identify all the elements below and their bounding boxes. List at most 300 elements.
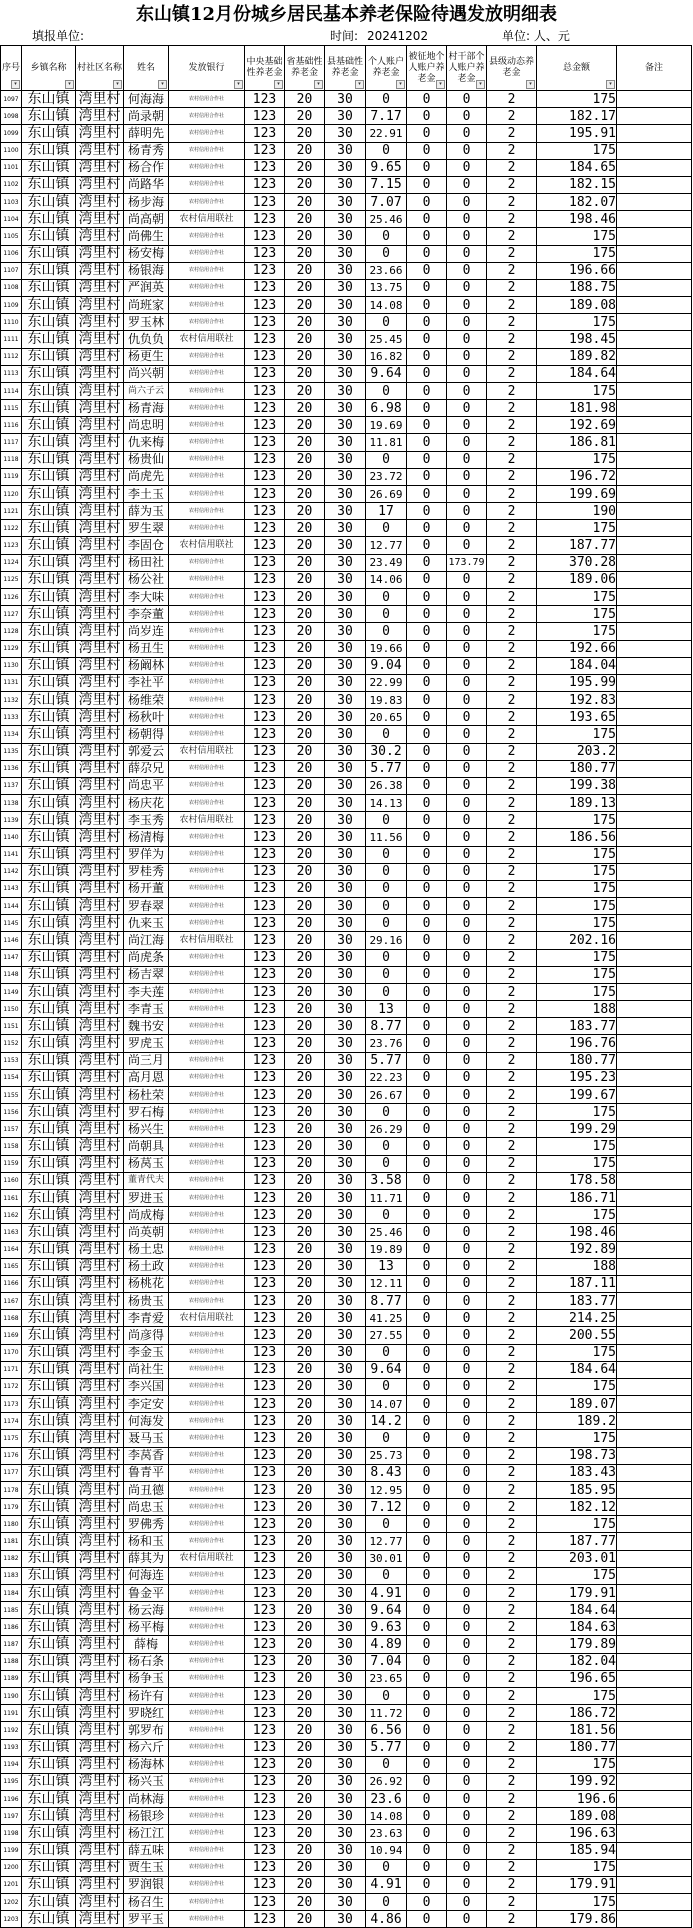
- filter-dropdown-icon[interactable]: ▾: [65, 80, 74, 89]
- row-cadre-pension: 0: [447, 1293, 487, 1310]
- row-village: 湾里村: [76, 1911, 124, 1928]
- row-town: 东山镇: [22, 674, 76, 691]
- header-label: 省基础性养老金: [286, 57, 323, 78]
- row-central-pension: 123: [245, 382, 285, 399]
- row-personal-pension: 5.77: [366, 1739, 407, 1756]
- row-county-pension: 30: [325, 1773, 366, 1790]
- row-bank: 农村信用合作社: [169, 657, 245, 674]
- row-dynamic-pension: 2: [487, 468, 537, 485]
- row-village: 湾里村: [76, 1293, 124, 1310]
- row-dynamic-pension: 2: [487, 1722, 537, 1739]
- row-central-pension: 123: [245, 863, 285, 880]
- filter-dropdown-icon[interactable]: ▾: [476, 80, 485, 89]
- row-name: 仇来玉: [124, 915, 169, 932]
- row-central-pension: 123: [245, 812, 285, 829]
- row-village: 湾里村: [76, 1464, 124, 1481]
- row-total: 175: [537, 1516, 617, 1533]
- row-bank: 农村信用合作社: [169, 1052, 245, 1069]
- row-total: 189.07: [537, 1396, 617, 1413]
- row-village: 湾里村: [76, 1241, 124, 1258]
- row-seq: 1192: [1, 1722, 22, 1739]
- row-county-pension: 30: [325, 915, 366, 932]
- row-seq: 1169: [1, 1327, 22, 1344]
- row-landloss-pension: 0: [407, 1722, 447, 1739]
- row-personal-pension: 0: [366, 1138, 407, 1155]
- row-landloss-pension: 0: [407, 537, 447, 554]
- row-name: 仇负负: [124, 331, 169, 348]
- row-cadre-pension: 173.79: [447, 554, 487, 571]
- row-village: 湾里村: [76, 1138, 124, 1155]
- row-county-pension: 30: [325, 1361, 366, 1378]
- row-county-pension: 30: [325, 1670, 366, 1687]
- row-landloss-pension: 0: [407, 348, 447, 365]
- row-dynamic-pension: 2: [487, 692, 537, 709]
- row-province-pension: 20: [285, 1155, 325, 1172]
- row-province-pension: 20: [285, 1258, 325, 1275]
- row-county-pension: 30: [325, 211, 366, 228]
- row-bank: 农村信用合作社: [169, 640, 245, 657]
- row-province-pension: 20: [285, 331, 325, 348]
- row-remark: [617, 537, 692, 554]
- row-bank: 农村信用合作社: [169, 554, 245, 571]
- row-town: 东山镇: [22, 417, 76, 434]
- row-province-pension: 20: [285, 588, 325, 605]
- row-bank: 农村信用合作社: [169, 1516, 245, 1533]
- row-seq: 1150: [1, 1001, 22, 1018]
- row-total: 184.64: [537, 1361, 617, 1378]
- row-province-pension: 20: [285, 554, 325, 571]
- row-dynamic-pension: 2: [487, 709, 537, 726]
- row-seq: 1174: [1, 1413, 22, 1430]
- row-town: 东山镇: [22, 1121, 76, 1138]
- row-cadre-pension: 0: [447, 1859, 487, 1876]
- row-dynamic-pension: 2: [487, 348, 537, 365]
- row-province-pension: 20: [285, 1825, 325, 1842]
- row-seq: 1203: [1, 1911, 22, 1928]
- row-personal-pension: 7.07: [366, 194, 407, 211]
- row-dynamic-pension: 2: [487, 194, 537, 211]
- row-bank: 农村信用联社: [169, 932, 245, 949]
- row-province-pension: 20: [285, 1670, 325, 1687]
- row-central-pension: 123: [245, 1687, 285, 1704]
- row-county-pension: 30: [325, 554, 366, 571]
- row-personal-pension: 0: [366, 726, 407, 743]
- row-landloss-pension: 0: [407, 1396, 447, 1413]
- row-total: 175: [537, 1207, 617, 1224]
- row-bank: 农村信用合作社: [169, 1035, 245, 1052]
- row-remark: [617, 417, 692, 434]
- row-landloss-pension: 0: [407, 159, 447, 176]
- page-title: 东山镇12月份城乡居民基本养老保险待遇发放明细表: [135, 4, 558, 25]
- row-name: 尚社生: [124, 1361, 169, 1378]
- row-county-pension: 30: [325, 382, 366, 399]
- row-total: 175: [537, 726, 617, 743]
- row-county-pension: 30: [325, 1584, 366, 1601]
- row-personal-pension: 22.91: [366, 125, 407, 142]
- row-province-pension: 20: [285, 760, 325, 777]
- row-village: 湾里村: [76, 623, 124, 640]
- table-row: [1, 194, 692, 211]
- row-county-pension: 30: [325, 1430, 366, 1447]
- row-cadre-pension: 0: [447, 606, 487, 623]
- row-bank: 农村信用合作社: [169, 245, 245, 262]
- row-dynamic-pension: 2: [487, 1602, 537, 1619]
- row-county-pension: 30: [325, 485, 366, 502]
- row-personal-pension: 0: [366, 1859, 407, 1876]
- col-name-header: [124, 46, 169, 91]
- row-town: 东山镇: [22, 503, 76, 520]
- row-cadre-pension: 0: [447, 915, 487, 932]
- row-total: 179.91: [537, 1584, 617, 1601]
- row-remark: [617, 932, 692, 949]
- row-landloss-pension: 0: [407, 829, 447, 846]
- row-seq: 1134: [1, 726, 22, 743]
- row-province-pension: 20: [285, 606, 325, 623]
- filter-dropdown-icon[interactable]: ▾: [113, 80, 122, 89]
- row-province-pension: 20: [285, 1378, 325, 1395]
- row-central-pension: 123: [245, 1413, 285, 1430]
- row-central-pension: 123: [245, 657, 285, 674]
- row-remark: [617, 1705, 692, 1722]
- row-name: 薛梅: [124, 1636, 169, 1653]
- filter-dropdown-icon[interactable]: ▾: [526, 80, 535, 89]
- row-cadre-pension: 0: [447, 571, 487, 588]
- row-cadre-pension: 0: [447, 1550, 487, 1567]
- row-county-pension: 30: [325, 640, 366, 657]
- row-village: 湾里村: [76, 1825, 124, 1842]
- row-village: 湾里村: [76, 1310, 124, 1327]
- row-bank: 农村信用合作社: [169, 1275, 245, 1292]
- col-personal-header: [366, 46, 407, 91]
- row-seq: 1128: [1, 623, 22, 640]
- row-bank: 农村信用合作社: [169, 1602, 245, 1619]
- row-seq: 1097: [1, 91, 22, 108]
- row-province-pension: 20: [285, 537, 325, 554]
- row-total: 196.6: [537, 1791, 617, 1808]
- row-village: 湾里村: [76, 503, 124, 520]
- row-personal-pension: 5.77: [366, 1052, 407, 1069]
- row-name: 罗润银: [124, 1876, 169, 1893]
- row-town: 东山镇: [22, 777, 76, 794]
- row-village: 湾里村: [76, 245, 124, 262]
- filter-dropdown-icon[interactable]: ▾: [606, 80, 615, 89]
- row-seq: 1156: [1, 1104, 22, 1121]
- row-dynamic-pension: 2: [487, 228, 537, 245]
- row-dynamic-pension: 2: [487, 1396, 537, 1413]
- row-dynamic-pension: 2: [487, 1791, 537, 1808]
- row-county-pension: 30: [325, 228, 366, 245]
- table-row: [1, 159, 692, 176]
- row-county-pension: 30: [325, 262, 366, 279]
- row-county-pension: 30: [325, 1172, 366, 1189]
- row-town: 东山镇: [22, 554, 76, 571]
- row-seq: 1131: [1, 674, 22, 691]
- row-county-pension: 30: [325, 1859, 366, 1876]
- row-name: 何海海: [124, 91, 169, 108]
- row-dynamic-pension: 2: [487, 743, 537, 760]
- row-bank: 农村信用合作社: [169, 588, 245, 605]
- row-province-pension: 20: [285, 1464, 325, 1481]
- table-row: [1, 485, 692, 502]
- row-village: 湾里村: [76, 125, 124, 142]
- row-county-pension: 30: [325, 795, 366, 812]
- row-town: 东山镇: [22, 1619, 76, 1636]
- header-label: 中央基础性养老金: [246, 57, 283, 78]
- row-remark: [617, 468, 692, 485]
- row-county-pension: 30: [325, 245, 366, 262]
- row-landloss-pension: 0: [407, 1293, 447, 1310]
- row-seq: 1115: [1, 400, 22, 417]
- row-central-pension: 123: [245, 1396, 285, 1413]
- row-dynamic-pension: 2: [487, 1550, 537, 1567]
- row-central-pension: 123: [245, 451, 285, 468]
- row-personal-pension: 13.75: [366, 279, 407, 296]
- row-bank: 农村信用合作社: [169, 1705, 245, 1722]
- row-personal-pension: 9.64: [366, 365, 407, 382]
- row-county-pension: 30: [325, 1018, 366, 1035]
- row-county-pension: 30: [325, 1567, 366, 1584]
- row-central-pension: 123: [245, 434, 285, 451]
- filter-dropdown-icon[interactable]: ▾: [158, 80, 167, 89]
- row-landloss-pension: 0: [407, 108, 447, 125]
- row-bank: 农村信用合作社: [169, 125, 245, 142]
- row-landloss-pension: 0: [407, 451, 447, 468]
- row-county-pension: 30: [325, 1653, 366, 1670]
- row-town: 东山镇: [22, 520, 76, 537]
- col-remark-header: [617, 46, 692, 91]
- row-remark: [617, 640, 692, 657]
- row-bank: 农村信用合作社: [169, 1327, 245, 1344]
- row-village: 湾里村: [76, 279, 124, 296]
- unit-label: 单位: 人、元: [502, 29, 570, 43]
- filter-dropdown-icon[interactable]: ▾: [396, 80, 405, 89]
- filter-dropdown-icon[interactable]: ▾: [234, 80, 243, 89]
- row-cadre-pension: 0: [447, 1361, 487, 1378]
- row-province-pension: 20: [285, 297, 325, 314]
- row-village: 湾里村: [76, 1086, 124, 1103]
- row-total: 192.83: [537, 692, 617, 709]
- table-row: [1, 1687, 692, 1704]
- row-dynamic-pension: 2: [487, 898, 537, 915]
- row-county-pension: 30: [325, 1224, 366, 1241]
- row-seq: 1117: [1, 434, 22, 451]
- row-total: 187.11: [537, 1275, 617, 1292]
- row-personal-pension: 0: [366, 588, 407, 605]
- filter-dropdown-icon[interactable]: ▾: [355, 80, 364, 89]
- row-county-pension: 30: [325, 863, 366, 880]
- table-row: [1, 1791, 692, 1808]
- row-seq: 1197: [1, 1808, 22, 1825]
- row-remark: [617, 1791, 692, 1808]
- row-central-pension: 123: [245, 1275, 285, 1292]
- row-county-pension: 30: [325, 588, 366, 605]
- row-bank: 农村信用合作社: [169, 1636, 245, 1653]
- row-town: 东山镇: [22, 1035, 76, 1052]
- row-dynamic-pension: 2: [487, 1138, 537, 1155]
- row-seq: 1177: [1, 1464, 22, 1481]
- row-town: 东山镇: [22, 949, 76, 966]
- row-central-pension: 123: [245, 1533, 285, 1550]
- row-bank: 农村信用合作社: [169, 1687, 245, 1704]
- row-dynamic-pension: 2: [487, 1361, 537, 1378]
- table-row: [1, 743, 692, 760]
- row-personal-pension: 14.08: [366, 1808, 407, 1825]
- row-name: 尚忠明: [124, 417, 169, 434]
- row-bank: 农村信用合作社: [169, 674, 245, 691]
- row-bank: 农村信用合作社: [169, 1018, 245, 1035]
- row-county-pension: 30: [325, 1756, 366, 1773]
- row-seq: 1167: [1, 1293, 22, 1310]
- row-county-pension: 30: [325, 1739, 366, 1756]
- row-name: 杨莴玉: [124, 1155, 169, 1172]
- row-county-pension: 30: [325, 1121, 366, 1138]
- row-personal-pension: 23.66: [366, 262, 407, 279]
- filter-dropdown-icon[interactable]: ▾: [274, 80, 283, 89]
- row-seq: 1144: [1, 898, 22, 915]
- row-central-pension: 123: [245, 1155, 285, 1172]
- row-name: 杨阚林: [124, 657, 169, 674]
- row-province-pension: 20: [285, 194, 325, 211]
- row-cadre-pension: 0: [447, 1344, 487, 1361]
- row-dynamic-pension: 2: [487, 1705, 537, 1722]
- row-village: 湾里村: [76, 1190, 124, 1207]
- row-bank: 农村信用合作社: [169, 949, 245, 966]
- row-name: 罗玉林: [124, 314, 169, 331]
- row-name: 尚忠平: [124, 777, 169, 794]
- row-province-pension: 20: [285, 348, 325, 365]
- row-cadre-pension: 0: [447, 623, 487, 640]
- row-name: 尚高朝: [124, 211, 169, 228]
- row-seq: 1130: [1, 657, 22, 674]
- row-central-pension: 123: [245, 1138, 285, 1155]
- header-label: 县基础性养老金: [326, 57, 363, 78]
- row-seq: 1108: [1, 279, 22, 296]
- row-personal-pension: 0: [366, 314, 407, 331]
- row-dynamic-pension: 2: [487, 1241, 537, 1258]
- row-seq: 1110: [1, 314, 22, 331]
- row-village: 湾里村: [76, 932, 124, 949]
- row-landloss-pension: 0: [407, 1550, 447, 1567]
- row-seq: 1153: [1, 1052, 22, 1069]
- row-village: 湾里村: [76, 571, 124, 588]
- row-total: 175: [537, 966, 617, 983]
- row-landloss-pension: 0: [407, 1224, 447, 1241]
- table-row: [1, 1739, 692, 1756]
- row-bank: 农村信用合作社: [169, 1447, 245, 1464]
- row-name: 李夫莲: [124, 983, 169, 1000]
- row-province-pension: 20: [285, 571, 325, 588]
- row-village: 湾里村: [76, 434, 124, 451]
- row-central-pension: 123: [245, 1293, 285, 1310]
- row-central-pension: 123: [245, 1258, 285, 1275]
- row-remark: [617, 588, 692, 605]
- row-bank: 农村信用合作社: [169, 400, 245, 417]
- col-landloss-header: [407, 46, 447, 91]
- row-personal-pension: 9.64: [366, 1602, 407, 1619]
- row-dynamic-pension: 2: [487, 279, 537, 296]
- table-row: [1, 1653, 692, 1670]
- row-central-pension: 123: [245, 537, 285, 554]
- row-cadre-pension: 0: [447, 1396, 487, 1413]
- row-village: 湾里村: [76, 1018, 124, 1035]
- table-row: [1, 863, 692, 880]
- row-county-pension: 30: [325, 1722, 366, 1739]
- filter-dropdown-icon[interactable]: ▾: [314, 80, 323, 89]
- row-total: 198.73: [537, 1447, 617, 1464]
- row-cadre-pension: 0: [447, 331, 487, 348]
- table-row: [1, 846, 692, 863]
- row-name: 高月恩: [124, 1069, 169, 1086]
- row-province-pension: 20: [285, 91, 325, 108]
- row-remark: [617, 1619, 692, 1636]
- row-province-pension: 20: [285, 1773, 325, 1790]
- row-village: 湾里村: [76, 348, 124, 365]
- row-personal-pension: 0: [366, 451, 407, 468]
- row-cadre-pension: 0: [447, 1808, 487, 1825]
- row-cadre-pension: 0: [447, 1190, 487, 1207]
- row-province-pension: 20: [285, 1138, 325, 1155]
- row-dynamic-pension: 2: [487, 159, 537, 176]
- row-landloss-pension: 0: [407, 1773, 447, 1790]
- row-cadre-pension: 0: [447, 262, 487, 279]
- row-seq: 1141: [1, 846, 22, 863]
- table-row: [1, 262, 692, 279]
- row-town: 东山镇: [22, 382, 76, 399]
- row-cadre-pension: 0: [447, 1155, 487, 1172]
- row-personal-pension: 23.49: [366, 554, 407, 571]
- row-name: 尚林海: [124, 1791, 169, 1808]
- row-seq: 1106: [1, 245, 22, 262]
- row-town: 东山镇: [22, 1310, 76, 1327]
- row-dynamic-pension: 2: [487, 1413, 537, 1430]
- row-landloss-pension: 0: [407, 1739, 447, 1756]
- table-row: [1, 434, 692, 451]
- row-landloss-pension: 0: [407, 743, 447, 760]
- row-remark: [617, 880, 692, 897]
- row-total: 175: [537, 1859, 617, 1876]
- row-province-pension: 20: [285, 983, 325, 1000]
- table-row: [1, 709, 692, 726]
- row-village: 湾里村: [76, 1842, 124, 1859]
- table-row: [1, 1224, 692, 1241]
- row-town: 东山镇: [22, 880, 76, 897]
- row-province-pension: 20: [285, 108, 325, 125]
- row-personal-pension: 26.69: [366, 485, 407, 502]
- row-county-pension: 30: [325, 1602, 366, 1619]
- filter-dropdown-icon[interactable]: ▾: [11, 80, 20, 89]
- row-name: 李大味: [124, 588, 169, 605]
- row-personal-pension: 4.91: [366, 1876, 407, 1893]
- row-total: 184.63: [537, 1619, 617, 1636]
- row-county-pension: 30: [325, 1808, 366, 1825]
- row-town: 东山镇: [22, 966, 76, 983]
- filter-dropdown-icon[interactable]: ▾: [436, 80, 445, 89]
- row-landloss-pension: 0: [407, 554, 447, 571]
- row-total: 179.91: [537, 1876, 617, 1893]
- row-dynamic-pension: 2: [487, 1464, 537, 1481]
- row-total: 175: [537, 880, 617, 897]
- row-name: 杨银珍: [124, 1808, 169, 1825]
- row-central-pension: 123: [245, 1722, 285, 1739]
- row-landloss-pension: 0: [407, 331, 447, 348]
- row-total: 182.12: [537, 1499, 617, 1516]
- row-total: 175: [537, 1104, 617, 1121]
- row-seq: 1187: [1, 1636, 22, 1653]
- row-county-pension: 30: [325, 1275, 366, 1292]
- row-total: 189.08: [537, 297, 617, 314]
- row-total: 192.89: [537, 1241, 617, 1258]
- row-landloss-pension: 0: [407, 1378, 447, 1395]
